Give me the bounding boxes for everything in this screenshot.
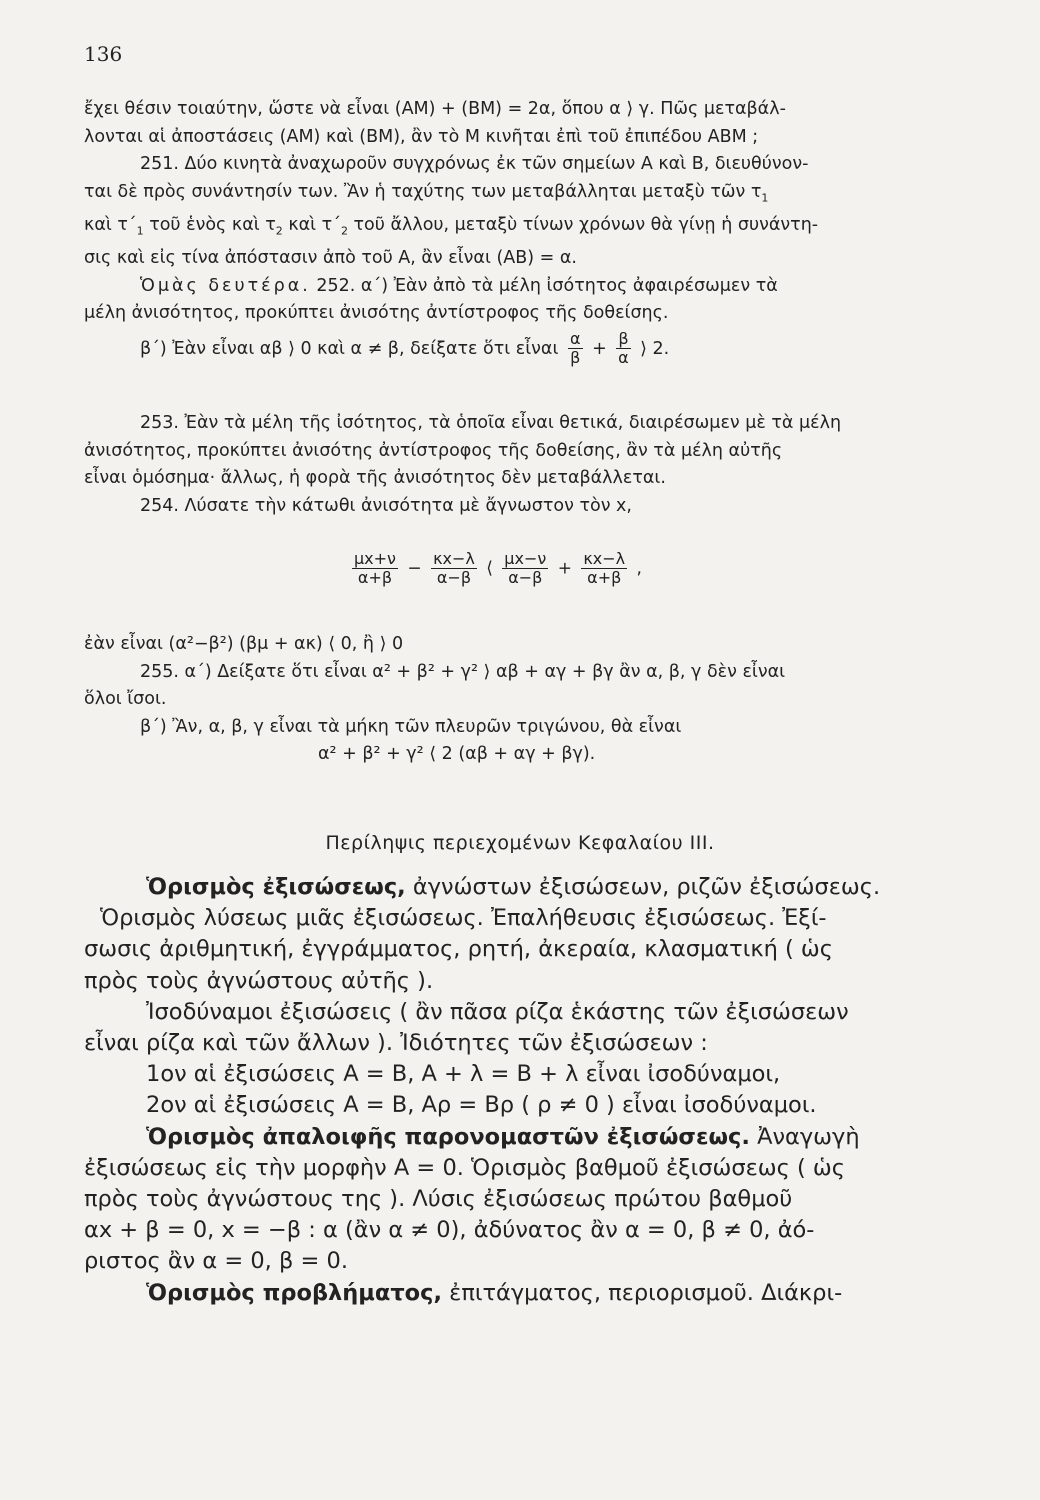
summary-line: 2ον αἱ ἐξισώσεις Α = Β, Αρ = Βρ ( ρ ≠ 0 ) εἶναι ἰσοδύναμοι. (146, 1092, 817, 1119)
fraction (502, 550, 548, 587)
summary-line: πρὸς τοὺς ἀγνώστους της ). Λύσις ἐξισώσεως πρώτου βαθμοῦ (84, 1186, 793, 1213)
text-span: καὶ τ΄ (84, 214, 137, 235)
comma: , (636, 558, 642, 579)
text-line: λονται αἱ ἀποστάσεις (ΑΜ) καὶ (ΒΜ), ἂν τὸ Μ κινῆται ἐπὶ τοῦ ἐπιπέδου ΑΒΜ ; (84, 126, 759, 147)
exercise-251: 251. Δύο κινητὰ ἀναχωροῦν συγχρόνως ἐκ τῶν σημείων Α καὶ Β, διευθύνον- (140, 154, 809, 175)
inequality-254 (348, 550, 642, 587)
summary-line (84, 1278, 944, 1309)
text-span: καὶ τ΄ (282, 214, 341, 235)
text-span: ⟩ 2. (640, 338, 670, 359)
exercise-255-b: β΄) Ἂν, α, β, γ εἶναι τὰ μήκη τῶν πλευρῶν τριγώνου, θὰ εἶναι (140, 716, 682, 737)
exercise-253: 253. Ἐὰν τὰ μέλη τῆς ἰσότητος, τὰ ὁποῖα εἶναι θετικά, διαιρέσωμεν μὲ τὰ μέλη (140, 413, 842, 433)
summary-line: 1ον αἱ ἐξισώσεις Α = Β, Α + λ = Β + λ εἶναι ἰσοδύναμοι, (146, 1061, 781, 1088)
page-number: 136 (84, 42, 123, 66)
exercise-255: 255. α΄) Δείξατε ὅτι εἶναι α² + β² + γ² ⟩ αβ + αγ + βγ ἂν α, β, γ δὲν εἶναι (140, 661, 786, 682)
summary-line: σωσις ἀριθμητική, ἐγγράμματος, ρητή, ἀκεραία, κλασματική ( ὡς (84, 936, 833, 963)
operator: ⟨ (486, 558, 493, 579)
denominator: α−β (436, 568, 472, 587)
summary-line (84, 872, 944, 903)
summary-line: Ὁρισμὸς λύσεως μιᾶς ἐξισώσεως. Ἐπαλήθευσις ἐξισώσεως. Ἐξί- (100, 905, 827, 932)
exercise-254: 254. Λύσατε τὴν κάτωθι ἀνισότητα μὲ ἄγνωστον τὸν x, (140, 495, 632, 516)
summary-block (84, 872, 944, 1309)
section-heading: Ὁμὰς δευτέρα. (140, 275, 311, 296)
fraction (352, 550, 398, 587)
summary-line: ἐξισώσεως εἰς τὴν μορφὴν Α = 0. Ὁρισμὸς βαθμοῦ ἐξισώσεως ( ὡς (84, 1154, 845, 1181)
fraction (581, 550, 627, 587)
text-span: ἀγνώστων ἐξισώσεων, ριζῶν ἐξισώσεως. (405, 874, 881, 900)
text-span: β΄) Ἐὰν εἶναι αβ ⟩ 0 καὶ α ≠ β, δείξατε ὅτι εἶναι (140, 338, 559, 359)
numerator: κx−λ (583, 549, 626, 568)
exercises-block-3 (84, 631, 944, 769)
summary-line (84, 1122, 944, 1153)
text-line (84, 212, 944, 245)
denominator: α+β (357, 568, 393, 587)
summary-line: πρὸς τοὺς ἀγνώστους αὐτῆς ). (84, 967, 434, 994)
text-line: σις καὶ εἰς τίνα ἀπόστασιν ἀπὸ τοῦ Α, ἂν εἶναι (ΑΒ) = α. (84, 247, 577, 268)
fraction (616, 330, 630, 367)
bold-term: Ὁρισμὸς προβλήματος, (146, 1279, 443, 1306)
text-line: εἶναι ὁμόσημα· ἄλλως, ἡ φορὰ τῆς ἀνισότητος δὲν μεταβάλλεται. (84, 468, 666, 489)
text-line (84, 179, 944, 212)
bold-term: Ὁρισμὸς ἐξισώσεως, (146, 874, 406, 900)
plus-sign: + (592, 338, 607, 359)
summary-line: ριστος ἂν α = 0, β = 0. (84, 1248, 348, 1275)
text-line: μέλη ἀνισότητος, προκύπτει ἀνισότης ἀντίστροφος τῆς δοθείσης. (84, 303, 669, 324)
numerator: μx−ν (504, 549, 547, 568)
exercise-252-b (84, 328, 944, 370)
operator: − (407, 558, 422, 579)
formula-line: α² + β² + γ² ⟨ 2 (αβ + αγ + βγ). (318, 744, 596, 765)
denominator: α (618, 348, 629, 368)
summary-line: εἶναι ρίζα καὶ τῶν ἄλλων ). Ἰδιότητες τῶν ἐξισώσεων : (84, 1030, 708, 1057)
text-span: τοῦ ἑνὸς καὶ τ (143, 214, 276, 235)
numerator: β (618, 329, 629, 349)
numerator: μx+ν (354, 549, 396, 568)
subscript: 2 (340, 224, 348, 238)
subscript: 1 (761, 191, 769, 205)
operator: + (557, 558, 572, 579)
subscript: 1 (136, 224, 144, 238)
numerator: α (569, 329, 581, 349)
fraction (431, 550, 477, 587)
text-line: ἀνισότητος, προκύπτει ἀνισότης ἀντίστροφος τῆς δοθείσης, ἂν τὰ μέλη αὐτῆς (84, 440, 783, 461)
denominator: α+β (587, 568, 622, 587)
text-line: ἐὰν εἶναι (α²−β²) (βμ + ακ) ⟨ 0, ἢ ⟩ 0 (84, 634, 404, 654)
text-span: τοῦ ἄλλου, μεταξὺ τίνων χρόνων θὰ γίνῃ ἡ συνάντη- (347, 214, 819, 235)
summary-line: αx + β = 0, x = −β : α (ἂν α ≠ 0), ἀδύνατος ἂν α = 0, β ≠ 0, ἀό- (84, 1217, 815, 1244)
text-span: ἐπιτάγματος, περιορισμοῦ. Διάκρι- (442, 1279, 843, 1306)
numerator: κx−λ (433, 549, 475, 568)
text-span: Ἀναγωγὴ (749, 1123, 860, 1150)
summary-line: Ἰσοδύναμοι ἐξισώσεις ( ἂν πᾶσα ρίζα ἑκάστης τῶν ἐξισώσεων (146, 998, 849, 1025)
subscript: 2 (275, 224, 283, 238)
denominator: β (570, 348, 581, 368)
exercise-252 (84, 273, 944, 301)
summary-title: Περίληψις περιεχομένων Κεφαλαίου III. (325, 832, 715, 854)
exercises-block-2 (84, 410, 944, 520)
text-line: ὅλοι ἴσοι. (84, 689, 167, 710)
text-line: ἔχει θέσιν τοιαύτην, ὥστε νὰ εἶναι (ΑΜ) + (ΒΜ) = 2α, ὅπου α ⟩ γ. Πῶς μεταβάλ- (84, 99, 786, 119)
bold-term: Ὁρισμὸς ἀπαλοιφῆς παρονομαστῶν ἐξισώσεως. (146, 1123, 750, 1150)
fraction (568, 330, 583, 367)
denominator: α−β (508, 568, 543, 587)
text-span: 252. α΄) Ἐὰν ἀπὸ τὰ μέλη ἰσότητος ἀφαιρέσωμεν τὰ (310, 275, 778, 296)
text-span: ται δὲ πρὸς συνάντησίν των. Ἂν ἡ ταχύτης των μεταβάλληται μεταξὺ τῶν τ (84, 181, 762, 202)
exercises-block (84, 96, 944, 370)
